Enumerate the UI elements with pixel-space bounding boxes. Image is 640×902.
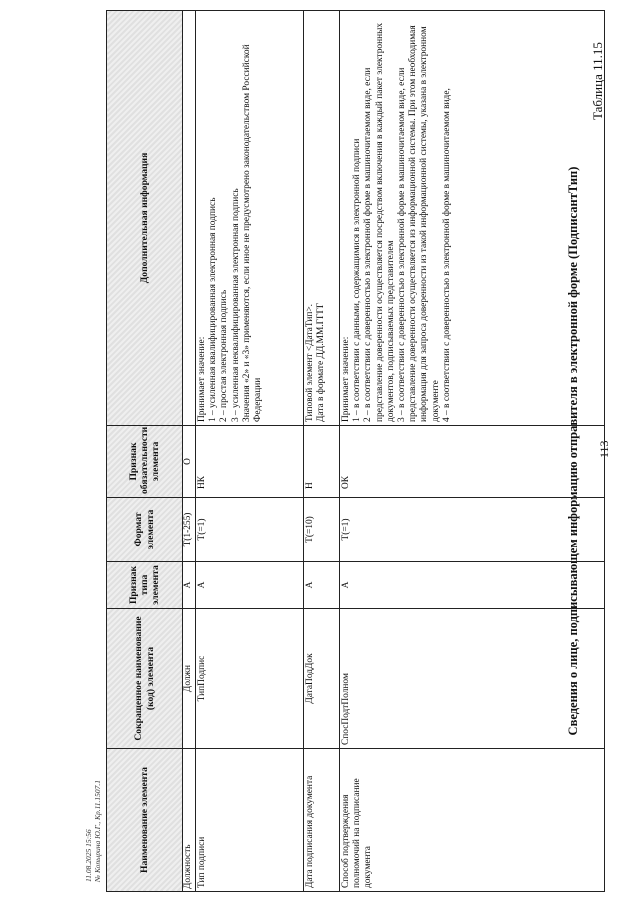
page-number: 113 <box>597 440 611 458</box>
table-row <box>183 11 196 892</box>
cell-extra <box>340 11 605 426</box>
column-header: Признак типа элемента <box>107 562 183 609</box>
cell-name: Дата подписания документа <box>304 749 340 892</box>
column-header: Дополнительная информация <box>107 11 183 426</box>
extra-line: 1 – усиленная квалифицированная электронная подпись <box>208 197 219 422</box>
extra-line: 1 – в соответствии с данными, содержащимися в электронной подписи <box>352 138 363 422</box>
footnote-stamp <box>84 780 102 882</box>
header-row <box>107 11 183 892</box>
column-header: Сокращенное наименование (код) элемента <box>107 609 183 749</box>
cell-format: T(=10) <box>304 498 340 562</box>
extra-line: Принимает значение: <box>197 336 207 422</box>
table-row <box>340 11 605 892</box>
cell-extra <box>304 11 340 426</box>
cell-code: СпосПодтПолном <box>340 609 605 749</box>
cell-format: T(=1) <box>340 498 605 562</box>
cell-required: О <box>183 426 196 498</box>
extra-line: 2 – в соответствии с доверенностью в электронной форме в машиночитаемом виде, если представление доверенности осуществляется посредством включения в каждый пакет электронных документов, подписываемых представителем <box>363 22 396 422</box>
extra-line: Принимает значение: <box>341 336 351 422</box>
cell-name: Способ подтверждения полномочий на подписание документа <box>340 749 605 892</box>
cell-extra <box>196 11 304 426</box>
cell-extra <box>183 11 196 426</box>
footnote-line: № Копырина Ю.Г., Кр.11.1507.1 <box>93 779 102 882</box>
extra-line: 2 – простая электронная подпись <box>219 289 230 422</box>
element-table <box>106 10 605 892</box>
table-number: Таблица 11.15 <box>590 42 605 120</box>
cell-name: Тип подписи <box>196 749 304 892</box>
cell-type: А <box>196 562 304 609</box>
extra-line: Дата в формате ДД.ММ.ГГГГ <box>316 302 327 422</box>
column-header: Признак обязательности элемента <box>107 426 183 498</box>
extra-line: 3 – усиленная неквалифицированная электронная подпись <box>230 188 241 422</box>
table-row <box>304 11 340 892</box>
cell-format: T(=1) <box>196 498 304 562</box>
cell-code: Должн <box>183 609 196 749</box>
cell-type: А <box>183 562 196 609</box>
cell-name: Должность <box>183 749 196 892</box>
table-title: Сведения о лице, подписывающем информацию отправителя в электронной форме (ПодписантТип) <box>566 166 580 736</box>
cell-type: А <box>304 562 340 609</box>
cell-required: НК <box>196 426 304 498</box>
extra-line: Типовой элемент <ДатаТип>. <box>305 303 315 422</box>
footnote-line: 11.08.2025 15:56 <box>84 829 93 882</box>
table-row <box>196 11 304 892</box>
cell-required: ОК <box>340 426 605 498</box>
cell-required: Н <box>304 426 340 498</box>
cell-type: А <box>340 562 605 609</box>
extra-line: Значения «2» и «3» применяются, если иное не предусмотрено законодательством Российской Федерации <box>241 44 264 422</box>
column-header: Наименование элемента <box>107 749 183 892</box>
extra-line: 4 – в соответствии с доверенностью в электронной форме в машиночитаемом виде, <box>441 88 452 422</box>
cell-code: ДатаПодДок <box>304 609 340 749</box>
cell-code: ТипПодпис <box>196 609 304 749</box>
extra-line: 3 – в соответствии с доверенностью в электронной форме в машиночитаемом виде, если представление доверенности осуществляется из информационной системы. При этом необходимая информация для запроса доверенности из такой информационной системы, указана в электронном документе <box>397 25 441 422</box>
cell-format: T(1-255) <box>183 498 196 562</box>
column-header: Формат элемента <box>107 498 183 562</box>
